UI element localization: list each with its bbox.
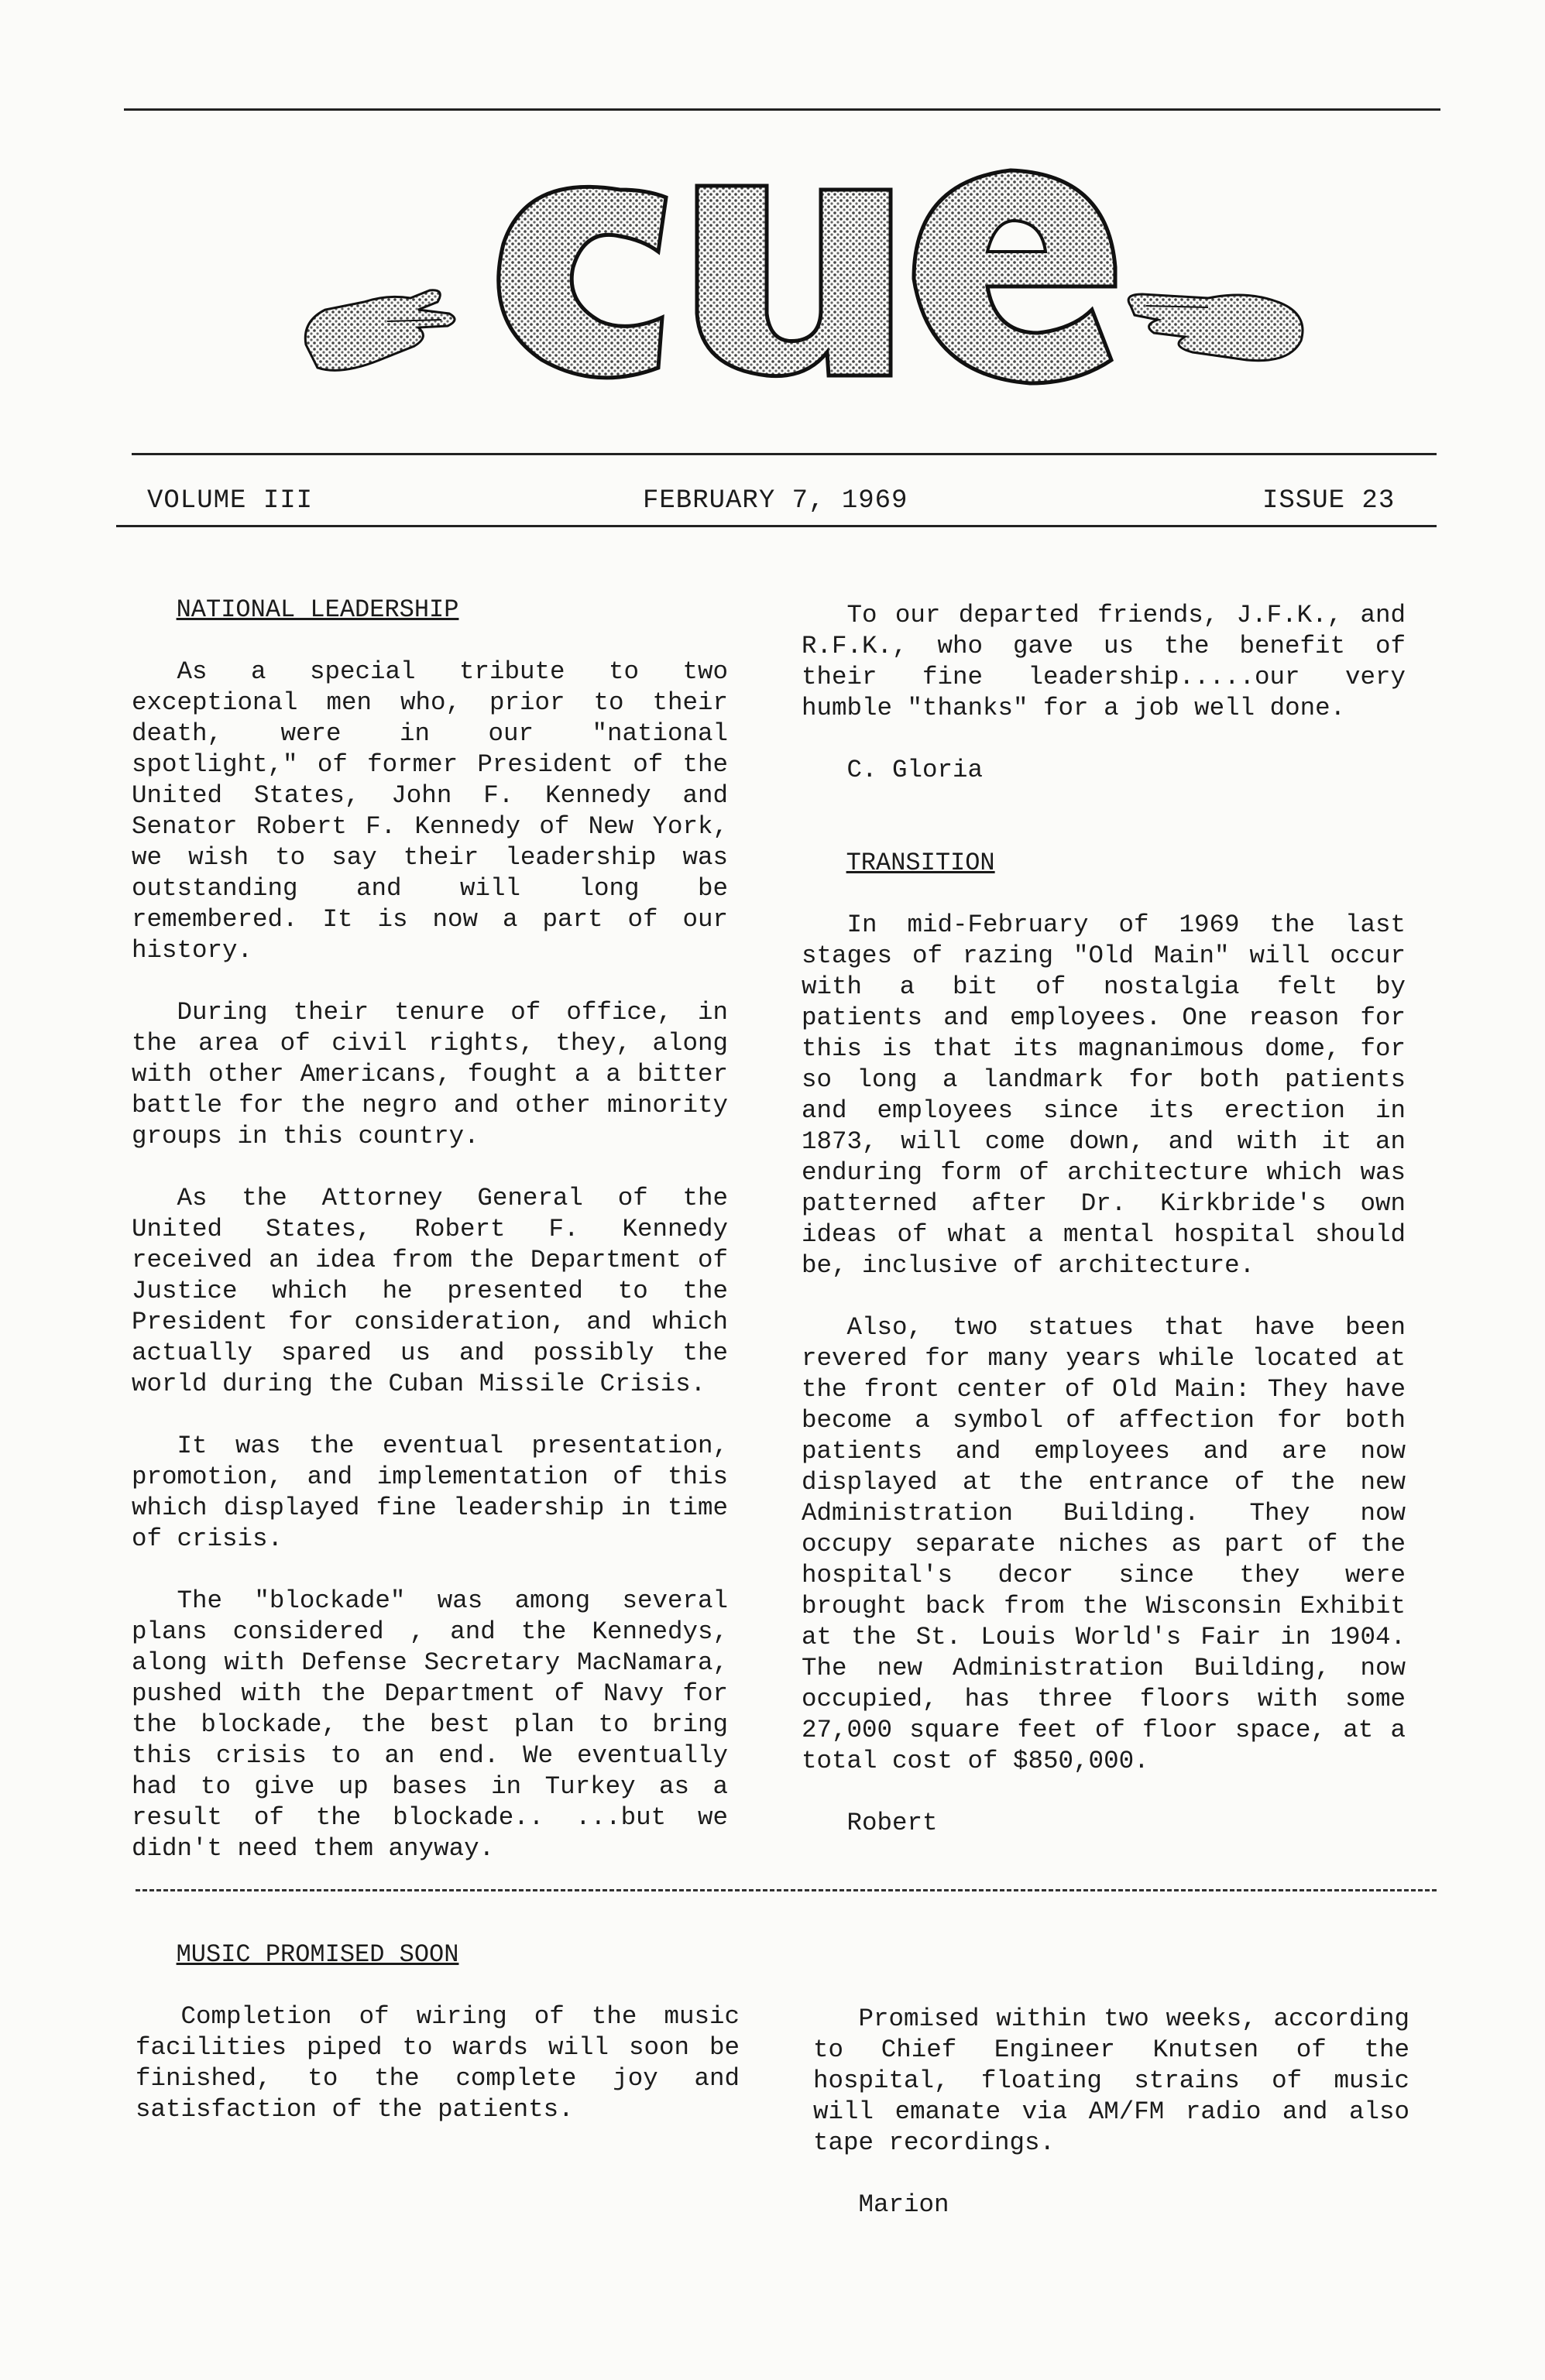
left-pointing-hand-icon (305, 290, 455, 371)
transition-heading: TRANSITION (846, 849, 995, 877)
article-signature: C. Gloria (846, 756, 984, 784)
music-heading: MUSIC PROMISED SOON (176, 1940, 459, 1969)
volume-label: VOLUME III (147, 486, 314, 516)
article-paragraph: It was the eventual presentation, promotion, and implementation of this which displayed fine leadership in time of crisis. (132, 1432, 728, 1553)
article-paragraph: During their tenure of office, in the area of civil rights, they, along with other Americans, fought a a bitter battle for the negro and other minority groups in this country. (132, 998, 728, 1151)
issue-date: FEBRUARY 7, 1969 (643, 486, 908, 516)
national-leadership-heading: NATIONAL LEADERSHIP (176, 595, 459, 624)
music-article-left (136, 2001, 740, 2125)
logo-letter-u (697, 186, 891, 376)
national-leadership-article (132, 595, 728, 1864)
article-paragraph: The "blockade" was among several plans considered , and the Kennedys, along with Defense Secretary MacNamara, pushed with the Department of Navy for the blockade, the best plan to bring this crisis to an end. We eventually had to give up bases in Turkey as a result of the blockade.. ...but we didn't need them anyway. (132, 1586, 728, 1863)
article-paragraph: Promised within two weeks, according to Chief Engineer Knutsen of the hospital, floating strains of music will emanate via AM/FM radio and also tape recordings. (813, 2004, 1409, 2157)
article-paragraph: To our departed friends, J.F.K., and R.F.K., who gave us the benefit of their fine leadership.....our very humble "thanks" for a job well done. (802, 601, 1406, 722)
section-divider (136, 1889, 1437, 1891)
right-column (802, 600, 1406, 1839)
article-signature: Marion (858, 2190, 949, 2219)
right-pointing-hand-icon (1128, 294, 1303, 361)
article-paragraph: Completion of wiring of the music facilities piped to wards will soon be finished, to the complete joy and satisfaction of the patients. (136, 2002, 740, 2124)
article-paragraph: As a special tribute to two exceptional men who, prior to their death, were in our "national spotlight," of former President of the United States, John F. Kennedy and Senator Robert F. Kennedy of New York, we wish to say their leadership was outstanding and will long be remembered. It is now a part of our history. (132, 657, 728, 965)
music-heading-wrap (132, 1939, 1409, 1970)
article-paragraph: Also, two statues that have been revered for many years while located at the front center of Old Main: They have become a symbol of affection for both patients and employees and are now displayed at the entrance of the new Administration Building. They now occupy separate niches as part of the hospital's decor since they were brought back from the Wisconsin Exhibit at the St. Louis World's Fair in 1904. The new Administration Building, now occupied, has three floors with some 27,000 square feet of floor space, at a total cost of $850,000. (802, 1313, 1406, 1775)
masthead-rule-upper (132, 453, 1437, 455)
masthead-rule-lower (116, 525, 1437, 527)
top-rule (124, 108, 1440, 111)
article-paragraph: As the Attorney General of the United States, Robert F. Kennedy received an idea from the Department of Justice which he presented to the President for consideration, and which actually spared us and possibly the world during the Cuban Missile Crisis. (132, 1184, 728, 1398)
music-article-right (813, 2004, 1409, 2221)
article-paragraph: In mid-February of 1969 the last stages of razing "Old Main" will occur with a bit of nostalgia felt by patients and employees. One reason for this is that its magnanimous dome, for so long a landmark for both patients and employees since its erection in 1873, will come down, and with it an enduring form of architecture which was patterned after Dr. Kirkbride's own ideas of what a mental hospital should be, inclusive of architecture. (802, 911, 1406, 1280)
logo-art (294, 143, 1317, 422)
logo-letter-e (914, 170, 1115, 383)
issue-number: ISSUE 23 (1262, 486, 1396, 516)
logo-letter-c (499, 187, 666, 377)
masthead-logo (294, 143, 1317, 422)
article-signature: Robert (846, 1809, 938, 1837)
